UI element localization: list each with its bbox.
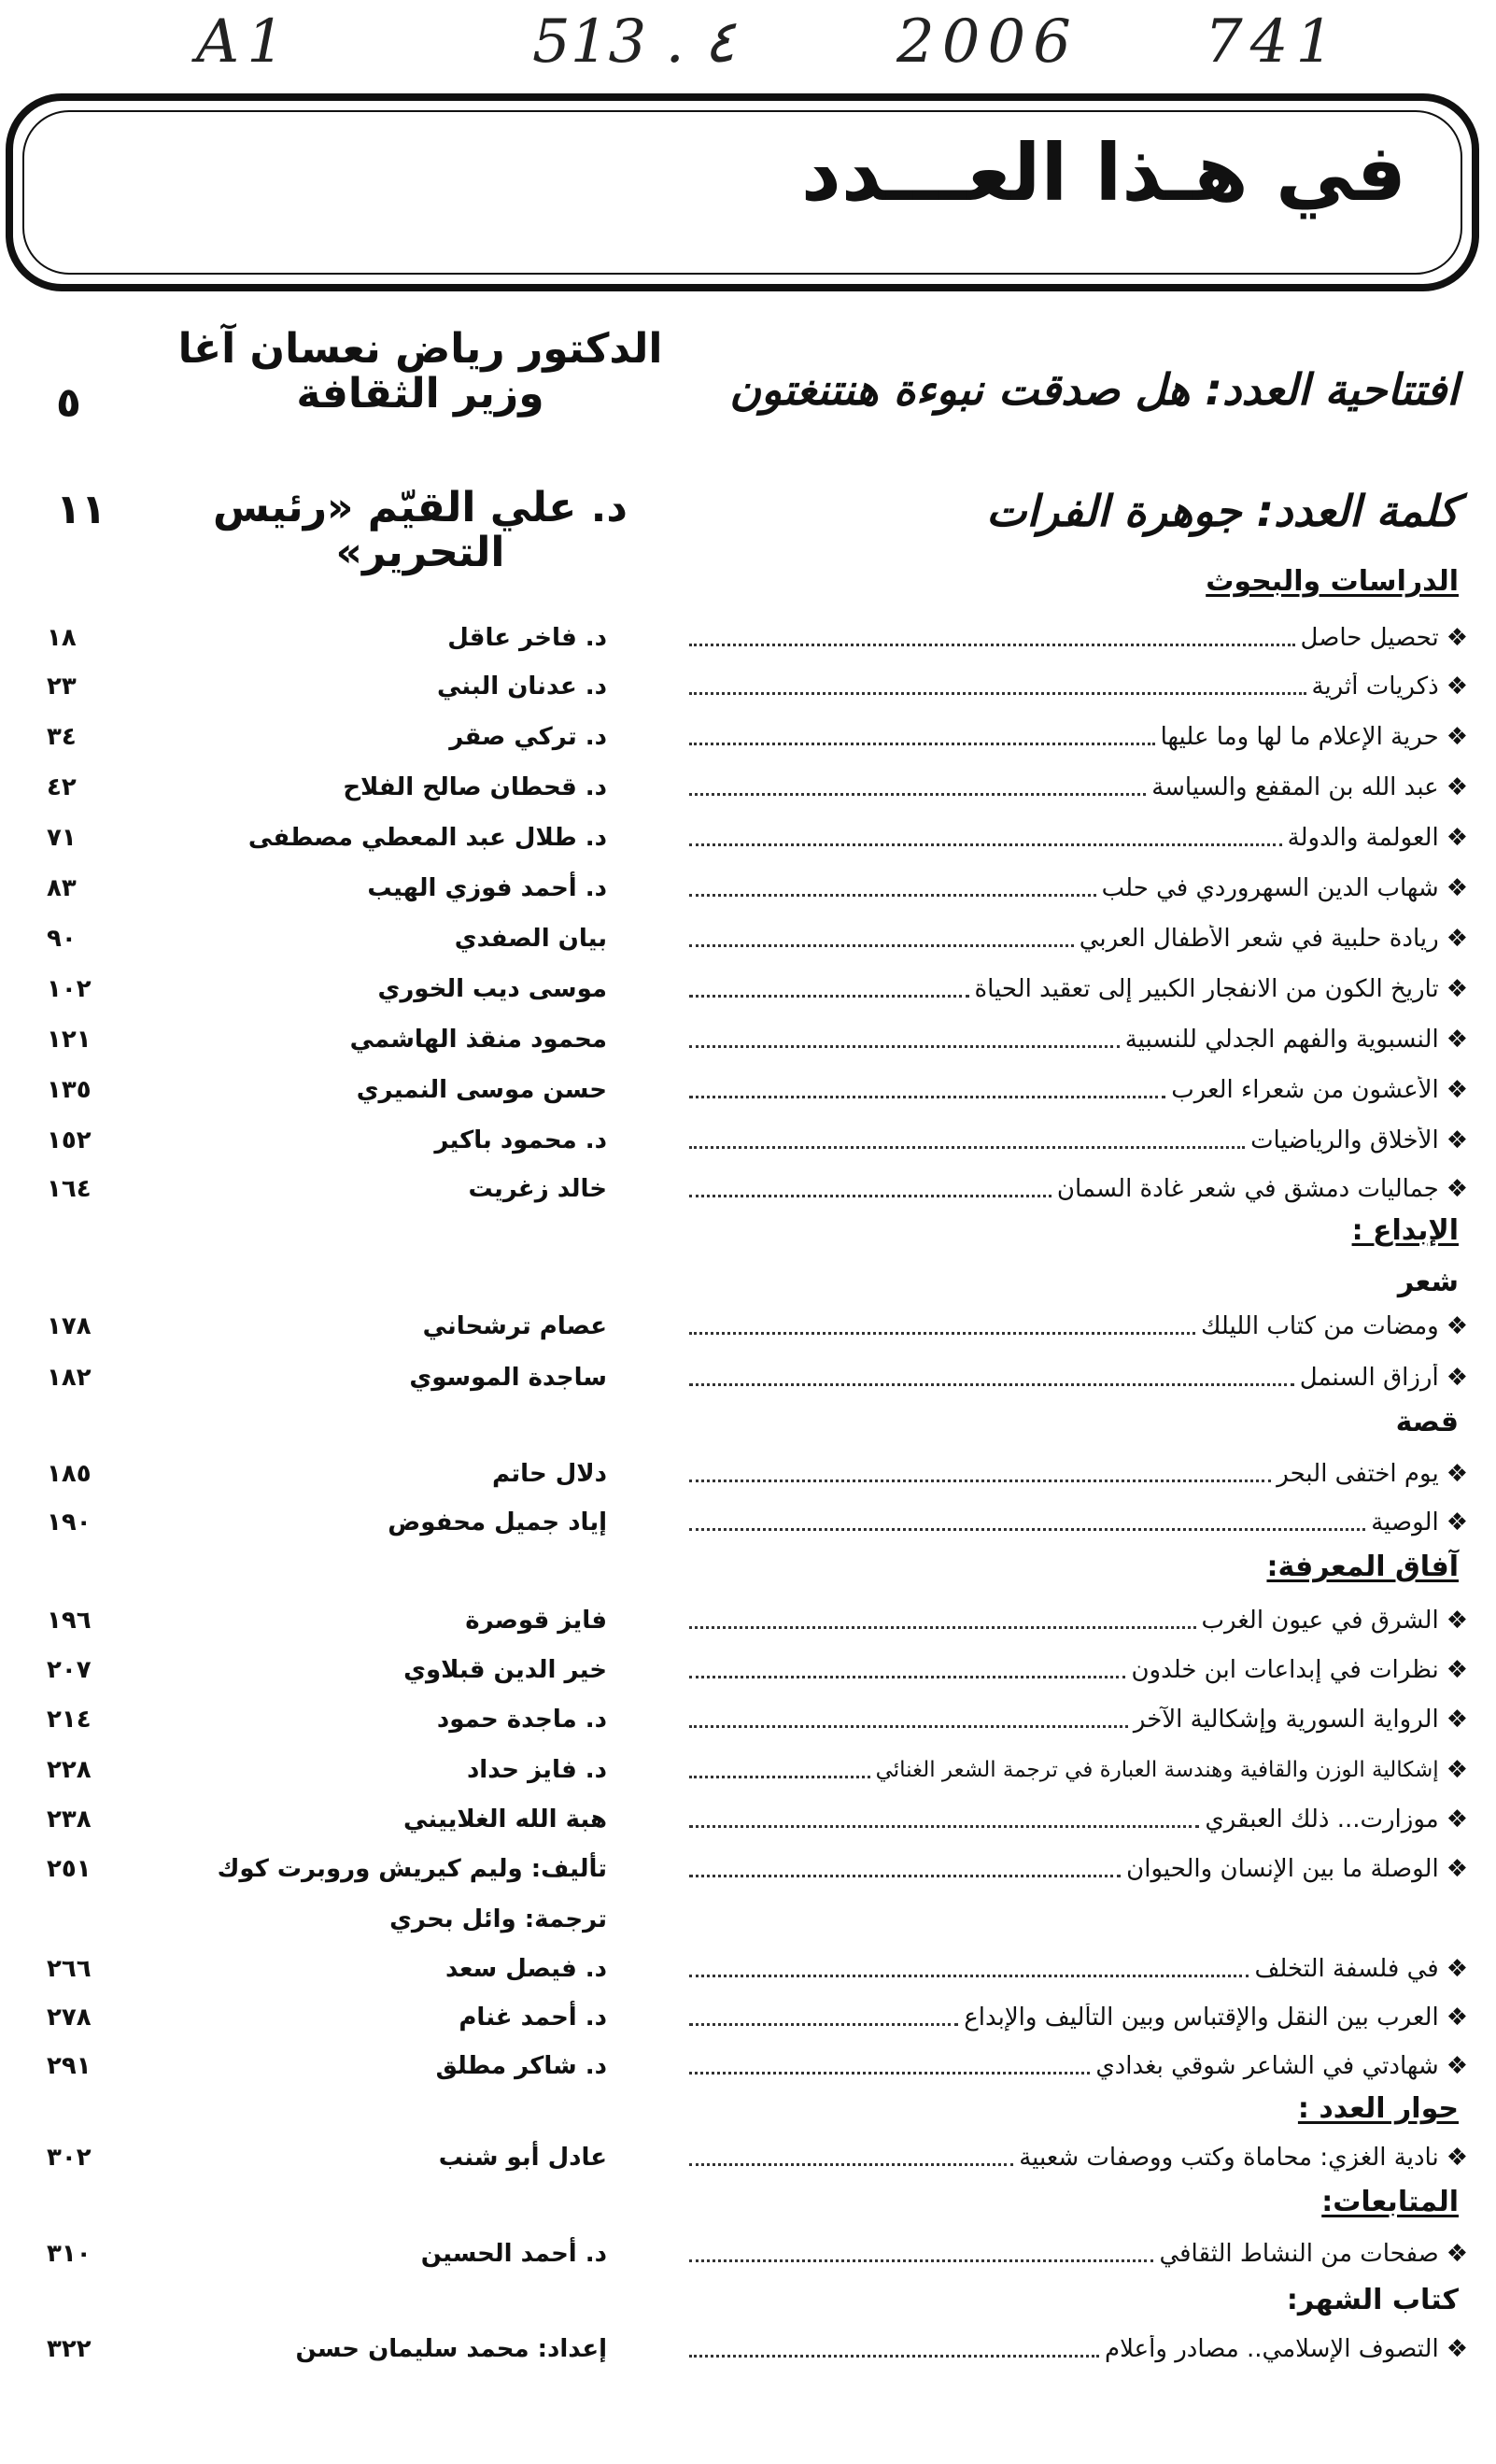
toc-entry-author: د. فايز حداد [466, 1756, 607, 1784]
toc-entry-title: ريادة حلبية في شعر الأطفال العربي [1079, 925, 1439, 953]
dot-leader [689, 1812, 1199, 1828]
toc-entry [47, 1855, 1468, 1892]
toc-entry-page: ٢٢٨ [47, 1756, 92, 1784]
toc-entry-author: ساجدة الموسوي [409, 1364, 607, 1392]
dot-leader [689, 881, 1096, 897]
toc-entry [47, 673, 1468, 710]
diamond-bullet-icon: ❖ [1446, 1312, 1468, 1340]
toc-entry-page: ١٦٤ [47, 1175, 92, 1203]
toc-entry [47, 975, 1468, 1013]
page-title: في هـذا العـــدد [800, 127, 1406, 219]
toc-entry-title-wrap [684, 2004, 1468, 2032]
dot-leader [689, 830, 1282, 846]
toc-entry [47, 2004, 1468, 2041]
toc-entry [47, 1460, 1468, 1497]
toc-entry-title: ومضات من كتاب الليلك [1201, 1312, 1439, 1340]
toc-entry-title-wrap [684, 1026, 1468, 1054]
toc-entry-author: د. أحمد الحسين [420, 2240, 607, 2268]
diamond-bullet-icon: ❖ [1446, 2240, 1468, 2268]
diamond-bullet-icon: ❖ [1446, 1460, 1468, 1488]
toc-entry [47, 1756, 1468, 1793]
toc-entry-author: إياد جميل محفوض [388, 1508, 607, 1536]
toc-entry-page: ٢٩١ [47, 2052, 92, 2080]
toc-entry-page: ١٢١ [47, 1026, 92, 1054]
toc-entry-author: د. فيصل سعد [445, 1955, 607, 1983]
toc-entry-title: الشرق في عيون الغرب [1201, 1607, 1439, 1635]
toc-entry-title: في فلسفة التخلف [1254, 1955, 1439, 1983]
lead-editorial-author [159, 327, 682, 417]
toc-entry-author: د. أحمد فوزي الهيب [367, 874, 607, 902]
section-book-of-month: كتاب الشهر: [1286, 2284, 1459, 2316]
toc-entry-author: د. أحمد غنام [459, 2004, 607, 2032]
dot-leader [689, 1663, 1125, 1678]
diamond-bullet-icon: ❖ [1446, 2144, 1468, 2172]
toc-entry-page: ١٩٦ [47, 1607, 92, 1635]
lead-editorial-page: ٥ [56, 379, 81, 427]
lead-word-author: د. علي القيّم «رئيس التحرير» [213, 484, 628, 576]
section-dialogue: حوار العدد : [1297, 2092, 1459, 2125]
section-follow: المتابعات: [1321, 2186, 1459, 2218]
toc-entry-page: ٢٥١ [47, 1855, 92, 1883]
dot-leader [689, 1515, 1365, 1531]
toc-entry [47, 874, 1468, 912]
toc-entry-title-wrap [684, 1855, 1468, 1883]
toc-entry-title: الأعشون من شعراء العرب [1171, 1076, 1439, 1104]
toc-entry [47, 1026, 1468, 1063]
lead-editorial-author-name: الدكتور رياض نعسان آغا [177, 325, 663, 373]
toc-entry [47, 925, 1468, 962]
toc-entry [47, 824, 1468, 861]
toc-entry-page: ٢٧٨ [47, 2004, 92, 2032]
dot-leader [689, 982, 969, 998]
title-banner [6, 93, 1479, 291]
lead-word-title: كلمة العدد: جوهرة الفرات [986, 486, 1459, 536]
diamond-bullet-icon: ❖ [1446, 1756, 1468, 1784]
diamond-bullet-icon: ❖ [1446, 2052, 1468, 2080]
toc-entry-title-wrap [684, 2052, 1468, 2080]
diamond-bullet-icon: ❖ [1446, 874, 1468, 902]
toc-entry-author: دلال حاتم [492, 1460, 607, 1488]
toc-entry-page: ١٣٥ [47, 1076, 92, 1104]
dot-leader [689, 1613, 1196, 1629]
lead-editorial [56, 327, 1459, 430]
toc-entry-page: ١٥٢ [47, 1126, 92, 1154]
toc-entry-page: ٣٠٢ [47, 2144, 92, 2172]
toc-entry-author: بيان الصفدي [454, 925, 607, 953]
toc-entry-title-wrap [684, 723, 1468, 751]
lead-word-page: ١١ [56, 486, 106, 533]
toc-entry [47, 1706, 1468, 1743]
diamond-bullet-icon: ❖ [1446, 2004, 1468, 2032]
toc-entry-title: ذكريات أثرية [1311, 673, 1439, 701]
dot-leader [689, 2246, 1153, 2262]
toc-entry [47, 1656, 1468, 1693]
toc-entry-title-wrap [684, 975, 1468, 1003]
toc-entry-page: ١٠٢ [47, 975, 92, 1003]
toc-entry-page: ١٨٥ [47, 1460, 92, 1488]
toc-entry-title-wrap [684, 1955, 1468, 1983]
dot-leader [689, 1961, 1249, 1977]
diamond-bullet-icon: ❖ [1446, 1955, 1468, 1983]
toc-entry-page: ٢٠٧ [47, 1656, 92, 1684]
diamond-bullet-icon: ❖ [1446, 1656, 1468, 1684]
section-creativity: الإبداع : [1351, 1214, 1459, 1247]
toc-entry-title: شهاب الدين السهروردي في حلب [1101, 874, 1439, 902]
dot-leader [689, 1319, 1195, 1335]
toc-entry-author: هبة الله الغلاييني [403, 1806, 607, 1834]
toc-entry-author: عادل أبو شنب [438, 2144, 607, 2172]
toc-entry-author: د. فاخر عاقل [447, 624, 607, 652]
diamond-bullet-icon: ❖ [1446, 2335, 1468, 2363]
dot-leader [689, 780, 1146, 796]
toc-entry-page: ٣٤ [47, 723, 77, 751]
diamond-bullet-icon: ❖ [1446, 723, 1468, 751]
toc-entry [47, 2052, 1468, 2089]
toc-entry-title-wrap [684, 1508, 1468, 1536]
toc-entry-title-wrap [684, 1076, 1468, 1104]
subsection-poetry: شعر [1397, 1266, 1459, 1298]
toc-entry-title: إشكالية الوزن والقافية وهندسة العبارة في ترجمة الشعر الغنائي [875, 1758, 1439, 1782]
toc-entry-title-wrap [684, 1756, 1468, 1784]
toc-entry-title: نظرات في إبداعات ابن خلدون [1131, 1656, 1439, 1684]
toc-entry [47, 1126, 1468, 1164]
toc-entry-title-wrap [684, 1175, 1468, 1203]
dot-leader [689, 1763, 870, 1778]
handwritten-catalog-note [0, 7, 1496, 82]
diamond-bullet-icon: ❖ [1446, 975, 1468, 1003]
toc-entry [47, 624, 1468, 661]
lead-editorial-title: افتتاحية العدد: هل صدقت نبوءة هنتنغتون [729, 364, 1459, 415]
handwriting-year: 2006 [896, 7, 1079, 77]
toc-entry-author: عصام ترشحاني [422, 1312, 607, 1340]
toc-entry-title-wrap [684, 624, 1468, 652]
toc-entry-title: صفحات من النشاط الثقافي [1159, 2240, 1439, 2268]
diamond-bullet-icon: ❖ [1446, 824, 1468, 852]
toc-entry-title: الأخلاق والرياضيات [1250, 1126, 1439, 1154]
toc-entry-title-wrap [684, 1806, 1468, 1834]
toc-entry-title-wrap [684, 1656, 1468, 1684]
toc-entry [47, 1076, 1468, 1113]
toc-entry-author: تأليف: وليم كيريش وروبرت كوك [217, 1855, 607, 1883]
toc-entry-title: تحصيل حاصل [1300, 624, 1439, 652]
toc-entry-title: الوصية [1371, 1508, 1439, 1536]
toc-entry-title-wrap [684, 1126, 1468, 1154]
toc-entry-page: ١٨٢ [47, 1364, 92, 1392]
toc-entry-title: شهادتي في الشاعر شوقي بغدادي [1095, 2052, 1439, 2080]
toc-entry-author: د. ماجدة حمود [436, 1706, 607, 1734]
toc-entry-title-wrap [684, 1364, 1468, 1392]
toc-entry-author: د. تركي صقر [449, 723, 607, 751]
dot-leader [689, 2059, 1090, 2075]
toc-entry-author: د. طلال عبد المعطي مصطفى [247, 824, 607, 852]
toc-entry [47, 1607, 1468, 1644]
toc-entry [47, 2240, 1468, 2277]
dot-leader [689, 729, 1155, 745]
toc-entry-title: حرية الإعلام ما لها وما عليها [1160, 723, 1439, 751]
toc-entry-author: د. عدنان البني [436, 673, 607, 701]
toc-entry-title-wrap [684, 874, 1468, 902]
toc-entry-title-wrap [684, 824, 1468, 852]
toc-entry-page: ٤٢ [47, 773, 77, 801]
dot-leader [689, 1862, 1121, 1877]
diamond-bullet-icon: ❖ [1446, 1607, 1468, 1635]
dot-leader [689, 1083, 1165, 1098]
handwriting-code-1: A1 [196, 7, 292, 77]
lead-editorial-author-role: وزير الثقافة [296, 370, 544, 418]
toc-entry-title: العولمة والدولة [1287, 824, 1439, 852]
toc-entry-page: ٢٣ [47, 673, 77, 701]
toc-entry-title: عبد الله بن المقفع والسياسة [1151, 773, 1439, 801]
toc-entry [47, 2144, 1468, 2181]
dot-leader [689, 2010, 958, 2026]
toc-entry [47, 1806, 1468, 1843]
toc-entry-page: ٣١٠ [47, 2240, 92, 2268]
toc-entry-title: جماليات دمشق في شعر غادة السمان [1056, 1175, 1439, 1203]
toc-entry-page: ٣٢٢ [47, 2335, 92, 2363]
toc-entry-title-wrap [684, 1706, 1468, 1734]
toc-entry-title: الرواية السورية وإشكالية الآخر [1133, 1706, 1439, 1734]
dot-leader [689, 1032, 1120, 1048]
toc-entry-title: موزارت... ذلك العبقري [1205, 1806, 1439, 1834]
toc-entry-translator: ترجمة: وائل بحري [389, 1905, 607, 1933]
diamond-bullet-icon: ❖ [1446, 1026, 1468, 1054]
toc-entry-title-wrap [684, 2144, 1468, 2172]
toc-entry-author: د. قحطان صالح الفلاح [343, 773, 607, 801]
toc-entry-title-wrap [684, 773, 1468, 801]
subsection-story: قصة [1395, 1406, 1459, 1438]
toc-entry-page: ١٧٨ [47, 1312, 92, 1340]
toc-entry [47, 723, 1468, 760]
toc-entry-page: ٢٦٦ [47, 1955, 92, 1983]
toc-entry [47, 1508, 1468, 1546]
dot-leader [689, 1466, 1271, 1482]
diamond-bullet-icon: ❖ [1446, 673, 1468, 701]
toc-entry-title: النسبوية والفهم الجدلي للنسبية [1124, 1026, 1439, 1054]
toc-entry-title-wrap [684, 2335, 1468, 2363]
toc-entry [47, 1175, 1468, 1212]
lead-word [56, 484, 1459, 576]
toc-entry-author: د. محمود باكير [434, 1126, 607, 1154]
toc-entry [47, 1364, 1468, 1401]
section-horizons: آفاق المعرفة: [1266, 1551, 1459, 1583]
toc-entry-page: ١٩٠ [47, 1508, 92, 1536]
dot-leader [689, 1712, 1128, 1728]
toc-entry-author: موسى ديب الخوري [377, 975, 607, 1003]
dot-leader [689, 1182, 1051, 1197]
toc-entry-title: نادية الغزي: محاماة وكتب ووصفات شعبية [1019, 2144, 1439, 2172]
toc-entry-page: ١٨ [47, 624, 77, 652]
toc-entry-page: ٧١ [47, 824, 77, 852]
toc-entry-title-wrap [684, 1460, 1468, 1488]
toc-entry-title-wrap [684, 1312, 1468, 1340]
diamond-bullet-icon: ❖ [1446, 1706, 1468, 1734]
toc-entry-title: الوصلة ما بين الإنسان والحيوان [1126, 1855, 1439, 1883]
dot-leader [689, 2342, 1099, 2358]
diamond-bullet-icon: ❖ [1446, 624, 1468, 652]
diamond-bullet-icon: ❖ [1446, 773, 1468, 801]
toc-entry-author: إعداد: محمد سليمان حسن [295, 2335, 607, 2363]
toc-entry-author: فايز قوصرة [465, 1607, 607, 1635]
toc-entry-author: د. شاكر مطلق [435, 2052, 607, 2080]
toc-entry [47, 773, 1468, 811]
toc-entry [47, 2335, 1468, 2372]
diamond-bullet-icon: ❖ [1446, 925, 1468, 953]
toc-entry-page: ٩٠ [47, 925, 77, 953]
toc-entry-title-wrap [684, 1607, 1468, 1635]
dot-leader [689, 679, 1306, 695]
toc-entry-author: حسن موسى النميري [356, 1076, 607, 1104]
diamond-bullet-icon: ❖ [1446, 1508, 1468, 1536]
diamond-bullet-icon: ❖ [1446, 1806, 1468, 1834]
diamond-bullet-icon: ❖ [1446, 1076, 1468, 1104]
dot-leader [689, 630, 1295, 646]
dot-leader [689, 931, 1074, 947]
toc-entry-title: أرزاق السنمل [1299, 1364, 1439, 1392]
section-studies: الدراسات والبحوث [1206, 565, 1459, 598]
toc-entry-author: خالد زغريت [468, 1175, 607, 1203]
toc-entry-page: ٨٣ [47, 874, 77, 902]
diamond-bullet-icon: ❖ [1446, 1126, 1468, 1154]
diamond-bullet-icon: ❖ [1446, 1855, 1468, 1883]
toc-entry-title: يوم اختفى البحر [1277, 1460, 1439, 1488]
toc-entry [47, 1312, 1468, 1350]
toc-entry-title: تاريخ الكون من الانفجار الكبير إلى تعقيد الحياة [974, 975, 1439, 1003]
dot-leader [689, 1133, 1245, 1149]
dot-leader [689, 1370, 1294, 1386]
handwriting-number: 741 [1205, 7, 1342, 77]
toc-entry-title: العرب بين النقل والإقتباس وبين التأليف والإبداع [964, 2004, 1439, 2032]
toc-entry-title: التصوف الإسلامي.. مصادر وأعلام [1105, 2335, 1439, 2363]
toc-entry-title-wrap [684, 673, 1468, 701]
toc-entry-title-wrap [684, 2240, 1468, 2268]
diamond-bullet-icon: ❖ [1446, 1364, 1468, 1392]
diamond-bullet-icon: ❖ [1446, 1175, 1468, 1203]
toc-entry-title-wrap [684, 925, 1468, 953]
toc-entry-page: ٢٣٨ [47, 1806, 92, 1834]
toc-entry-author: خير الدين قبلاوي [403, 1656, 607, 1684]
handwriting-code-2: 513 . ٤ [532, 7, 736, 77]
toc-entry-page: ٢١٤ [47, 1706, 92, 1734]
dot-leader [689, 2150, 1013, 2166]
toc-entry-author: محمود منقذ الهاشمي [349, 1026, 607, 1054]
toc-entry [47, 1955, 1468, 1992]
